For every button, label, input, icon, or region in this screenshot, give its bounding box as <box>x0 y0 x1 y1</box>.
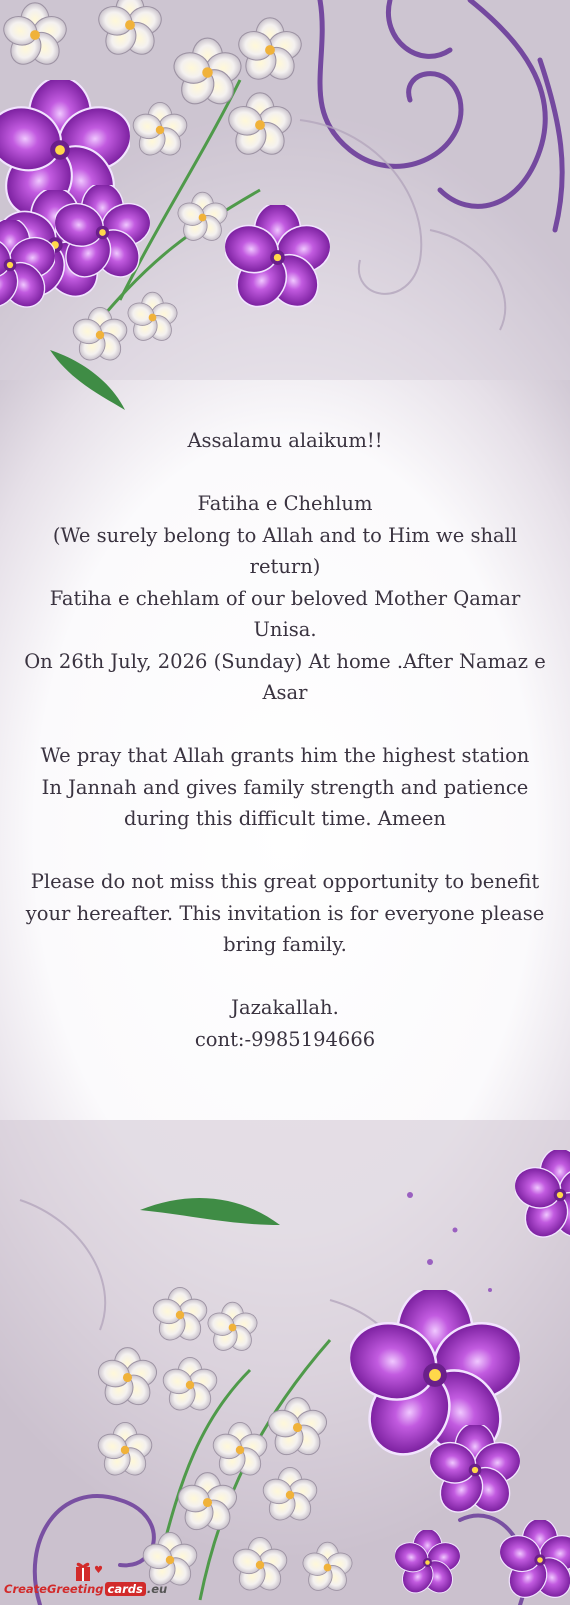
prayer-line: during this difficult time. Ameen <box>124 807 446 830</box>
card-title: Fatiha e Chehlum <box>197 492 373 515</box>
date-line: Asar <box>262 681 308 704</box>
verse-line: (We surely belong to Allah and to Him we shall <box>52 523 518 547</box>
brand-logo-text: .eu <box>146 1582 168 1596</box>
brand-logo-text: cards <box>105 1582 146 1596</box>
closing: Jazakallah. <box>231 996 339 1019</box>
invitation-line: your hereafter. This invitation is for everyone please <box>25 901 545 925</box>
contact-number: cont:-9985194666 <box>194 1027 376 1051</box>
invitation-line: Please do not miss this great opportunity to benefit <box>30 870 540 893</box>
date-line: On 26th July, 2026 (Sunday) At home .After Namaz e <box>24 649 546 673</box>
invitation-line: bring family. <box>223 933 347 956</box>
invitation-message <box>20 425 550 1055</box>
verse-line: return) <box>249 555 321 578</box>
announcement-line: Unisa. <box>253 618 317 641</box>
announcement-line: Fatiha e chehlam of our beloved Mother Qamar <box>49 586 521 610</box>
greeting: Assalamu alaikum!! <box>187 429 383 452</box>
prayer-line: We pray that Allah grants him the highest station <box>40 744 530 767</box>
prayer-line: In Jannah and gives family strength and patience <box>41 775 529 799</box>
svg-text:♥: ♥ <box>94 1565 103 1576</box>
brand-logo[interactable] <box>4 1578 167 1600</box>
brand-logo-text: CreateGreeting <box>4 1582 104 1596</box>
